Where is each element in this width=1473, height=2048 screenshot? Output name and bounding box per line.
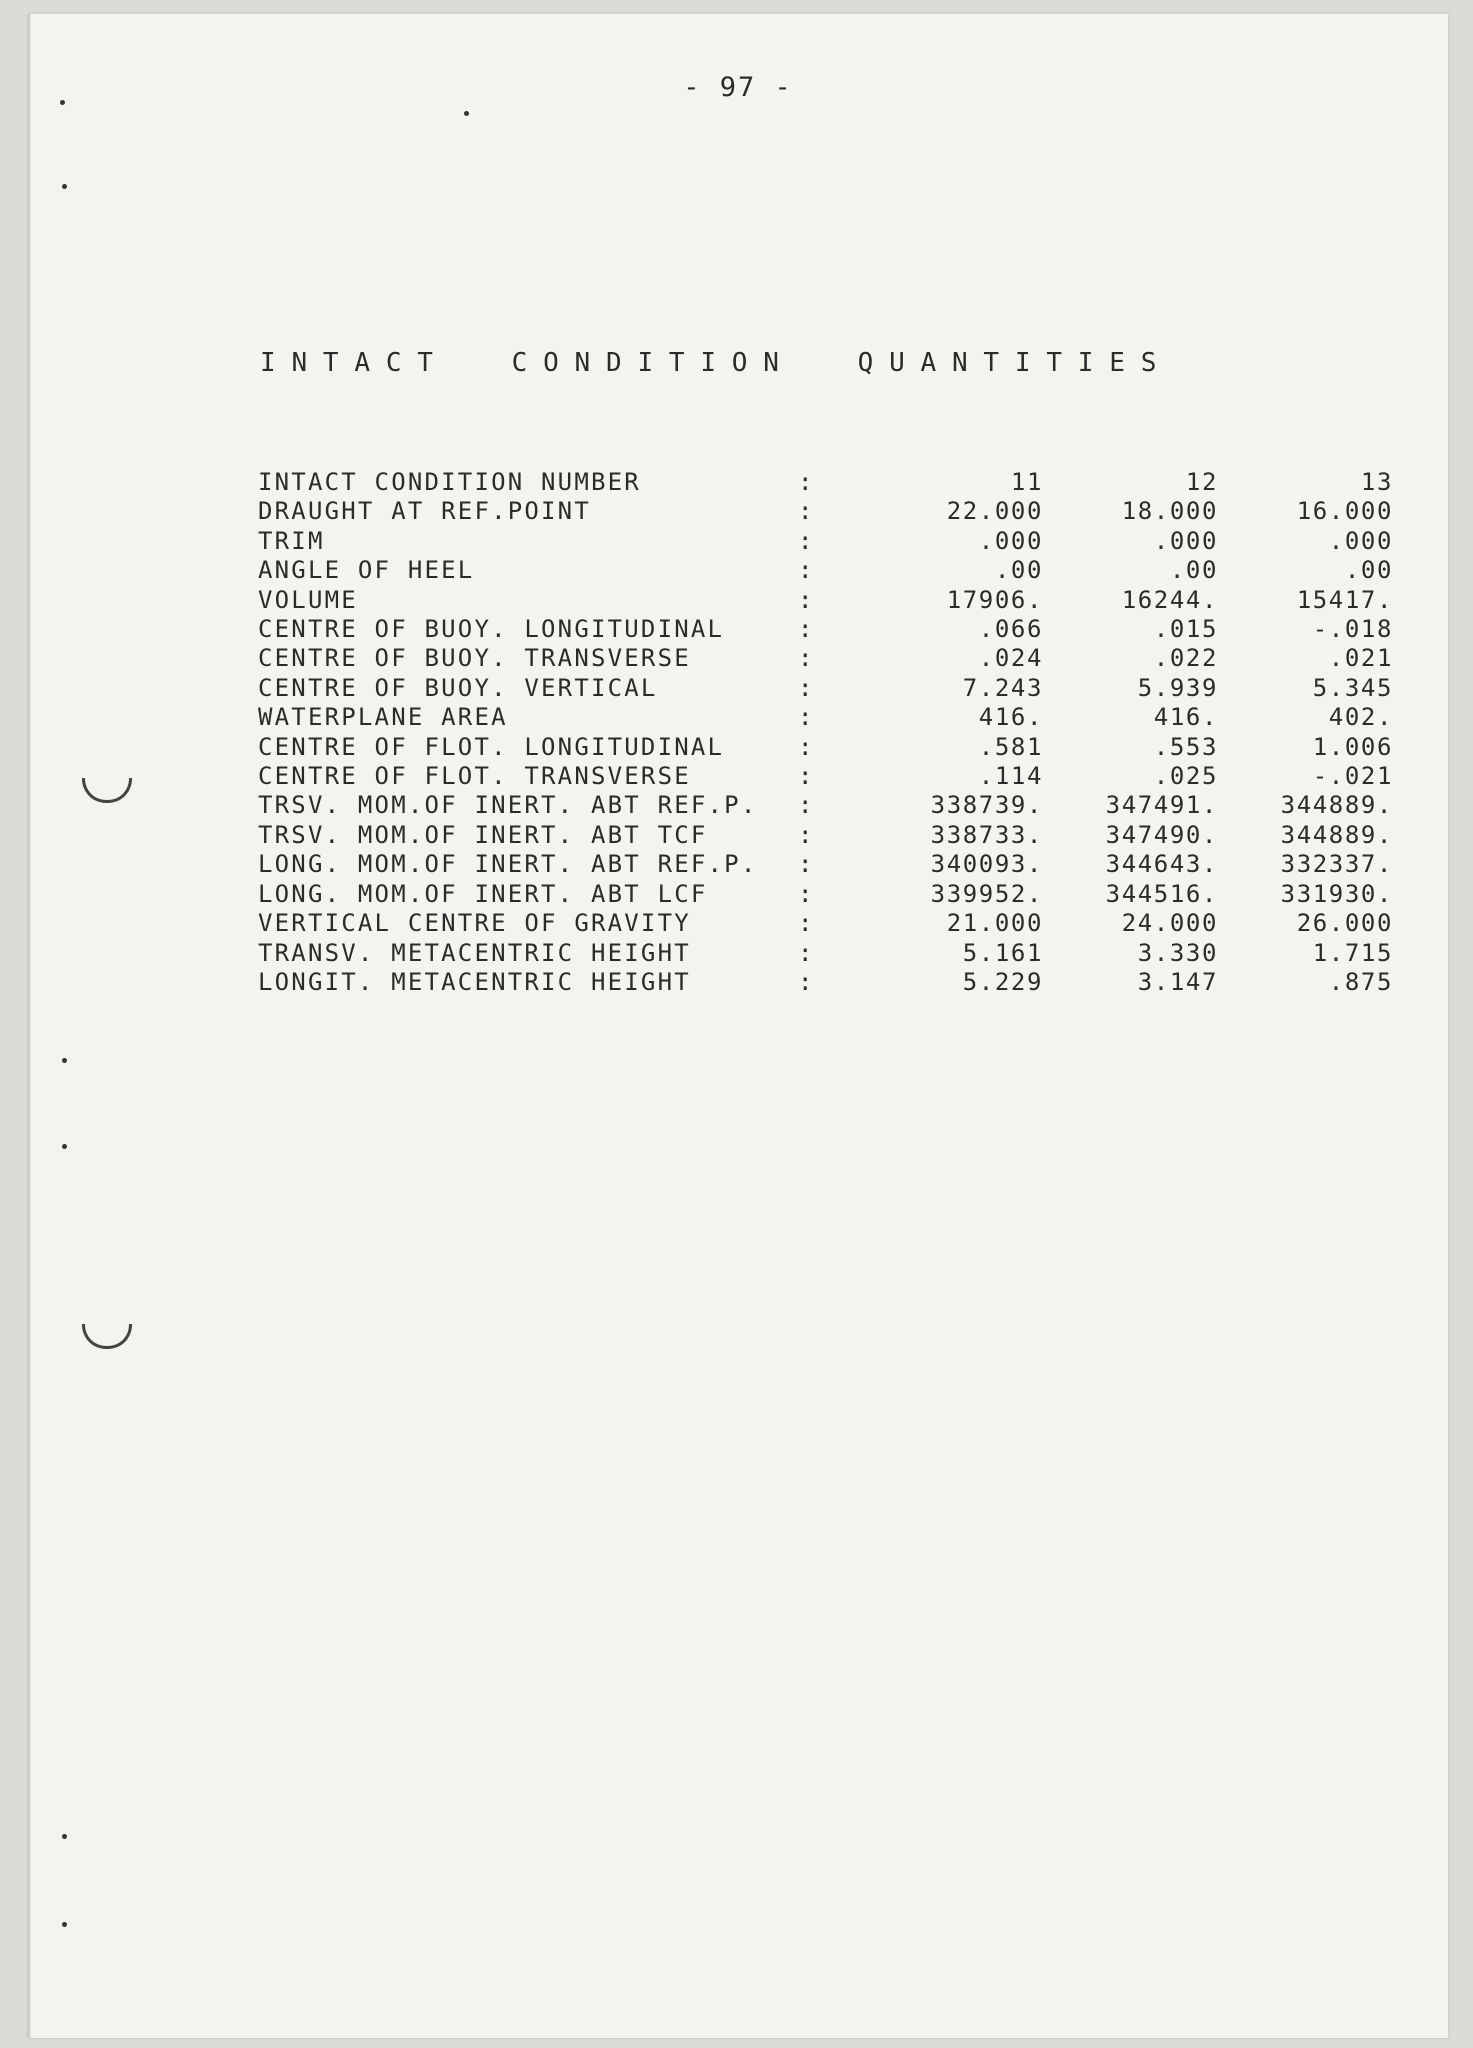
value-col-1: .000 xyxy=(978,526,1043,555)
row-label: VOLUME xyxy=(258,585,358,614)
value-col-2: 16244. xyxy=(1121,585,1218,614)
value-col-1: 5.229 xyxy=(962,967,1043,996)
value-col-3: 1.715 xyxy=(1312,938,1393,967)
value-col-1: 338739. xyxy=(930,791,1043,820)
value-col-2: .022 xyxy=(1153,644,1218,673)
row-separator: : xyxy=(798,791,813,820)
punch-mark xyxy=(62,1144,67,1149)
value-col-1: .024 xyxy=(978,644,1043,673)
value-col-1: .581 xyxy=(978,732,1043,761)
binding-hole-mark xyxy=(82,778,132,803)
left-edge-shadow xyxy=(28,14,31,2038)
value-col-1: 416. xyxy=(978,703,1043,732)
value-col-1: .066 xyxy=(978,615,1043,644)
value-col-2: .553 xyxy=(1153,732,1218,761)
value-col-3: 332337. xyxy=(1280,850,1393,879)
row-separator: : xyxy=(798,820,813,849)
table-row xyxy=(258,791,1393,820)
table-row xyxy=(258,850,1393,879)
value-col-2: 344643. xyxy=(1105,850,1218,879)
row-label: LONG. MOM.OF INERT. ABT REF.P. xyxy=(258,850,758,879)
value-col-1: .00 xyxy=(994,556,1043,585)
row-label: INTACT CONDITION NUMBER xyxy=(258,468,641,496)
row-label: DRAUGHT AT REF.POINT xyxy=(258,497,591,526)
row-separator: : xyxy=(798,615,813,644)
row-separator: : xyxy=(798,556,813,585)
table-row xyxy=(258,968,1393,997)
value-col-3: 402. xyxy=(1328,703,1393,732)
document-page xyxy=(28,14,1448,2038)
row-label: LONG. MOM.OF INERT. ABT LCF xyxy=(258,879,708,908)
value-col-2: .00 xyxy=(1169,556,1218,585)
value-col-2: 347491. xyxy=(1105,791,1218,820)
row-label: CENTRE OF BUOY. LONGITUDINAL xyxy=(258,615,725,644)
value-col-1: 22.000 xyxy=(946,497,1043,526)
row-separator: : xyxy=(798,850,813,879)
value-col-3: .875 xyxy=(1328,967,1393,996)
value-col-1: 21.000 xyxy=(946,909,1043,938)
row-label: TRIM xyxy=(258,526,325,555)
table-row xyxy=(258,644,1393,673)
value-col-1: 11 xyxy=(1010,468,1043,496)
punch-mark xyxy=(62,1058,67,1063)
table-row xyxy=(258,880,1393,909)
value-col-1: 7.243 xyxy=(962,673,1043,702)
value-col-3: 1.006 xyxy=(1312,732,1393,761)
row-label: CENTRE OF FLOT. TRANSVERSE xyxy=(258,762,691,791)
row-separator: : xyxy=(798,703,813,732)
row-separator: : xyxy=(798,673,813,702)
value-col-3: 13 xyxy=(1360,468,1393,496)
value-col-2: 12 xyxy=(1185,468,1218,496)
row-separator: : xyxy=(798,938,813,967)
value-col-3: 331930. xyxy=(1280,879,1393,908)
value-col-2: 3.147 xyxy=(1137,967,1218,996)
page-number: - 97 - xyxy=(683,72,793,103)
row-separator: : xyxy=(798,468,813,496)
row-separator: : xyxy=(798,497,813,526)
value-col-2: .000 xyxy=(1153,526,1218,555)
row-label: TRANSV. METACENTRIC HEIGHT xyxy=(258,938,691,967)
table-row xyxy=(258,586,1393,615)
value-col-1: 17906. xyxy=(946,585,1043,614)
value-col-2: .015 xyxy=(1153,615,1218,644)
table-row xyxy=(258,703,1393,732)
table-row xyxy=(258,762,1393,791)
table-row xyxy=(258,615,1393,644)
row-separator: : xyxy=(798,762,813,791)
punch-mark xyxy=(464,111,469,116)
value-col-3: 344889. xyxy=(1280,820,1393,849)
value-col-3: .000 xyxy=(1328,526,1393,555)
value-col-3: 26.000 xyxy=(1296,909,1393,938)
value-col-3: -.021 xyxy=(1312,762,1393,791)
value-col-2: 3.330 xyxy=(1137,938,1218,967)
page-title: INTACT CONDITION QUANTITIES xyxy=(260,348,1173,378)
value-col-2: 18.000 xyxy=(1121,497,1218,526)
value-col-1: 339952. xyxy=(930,879,1043,908)
value-col-1: 5.161 xyxy=(962,938,1043,967)
table-row xyxy=(258,674,1393,703)
row-label: ANGLE OF HEEL xyxy=(258,556,475,585)
punch-mark xyxy=(62,1922,67,1927)
value-col-3: 344889. xyxy=(1280,791,1393,820)
row-label: TRSV. MOM.OF INERT. ABT TCF xyxy=(258,820,708,849)
value-col-1: 338733. xyxy=(930,820,1043,849)
row-label: LONGIT. METACENTRIC HEIGHT xyxy=(258,967,691,996)
row-separator: : xyxy=(798,585,813,614)
value-col-2: 344516. xyxy=(1105,879,1218,908)
value-col-2: 416. xyxy=(1153,703,1218,732)
value-col-1: 340093. xyxy=(930,850,1043,879)
value-col-2: 347490. xyxy=(1105,820,1218,849)
value-col-3: 15417. xyxy=(1296,585,1393,614)
row-separator: : xyxy=(798,644,813,673)
binding-hole-mark xyxy=(82,1324,132,1349)
row-label: CENTRE OF BUOY. VERTICAL xyxy=(258,673,658,702)
table-row xyxy=(258,527,1393,556)
table-row xyxy=(258,468,1393,497)
row-separator: : xyxy=(798,732,813,761)
value-col-2: 5.939 xyxy=(1137,673,1218,702)
value-col-3: .00 xyxy=(1344,556,1393,585)
row-label: TRSV. MOM.OF INERT. ABT REF.P. xyxy=(258,791,758,820)
value-col-2: .025 xyxy=(1153,762,1218,791)
value-col-3: 5.345 xyxy=(1312,673,1393,702)
row-label: WATERPLANE AREA xyxy=(258,703,508,732)
table-row xyxy=(258,821,1393,850)
table-row xyxy=(258,939,1393,968)
table-row xyxy=(258,556,1393,585)
row-separator: : xyxy=(798,909,813,938)
value-col-1: .114 xyxy=(978,762,1043,791)
value-col-2: 24.000 xyxy=(1121,909,1218,938)
row-label: CENTRE OF BUOY. TRANSVERSE xyxy=(258,644,691,673)
row-separator: : xyxy=(798,879,813,908)
punch-mark xyxy=(62,1834,67,1839)
row-separator: : xyxy=(798,967,813,996)
row-separator: : xyxy=(798,526,813,555)
value-col-3: -.018 xyxy=(1312,615,1393,644)
row-label: VERTICAL CENTRE OF GRAVITY xyxy=(258,909,691,938)
table-row xyxy=(258,909,1393,938)
quantities-table xyxy=(258,468,1393,997)
table-row xyxy=(258,497,1393,526)
value-col-3: 16.000 xyxy=(1296,497,1393,526)
table-row xyxy=(258,733,1393,762)
value-col-3: .021 xyxy=(1328,644,1393,673)
row-label: CENTRE OF FLOT. LONGITUDINAL xyxy=(258,732,725,761)
punch-mark xyxy=(62,184,67,189)
